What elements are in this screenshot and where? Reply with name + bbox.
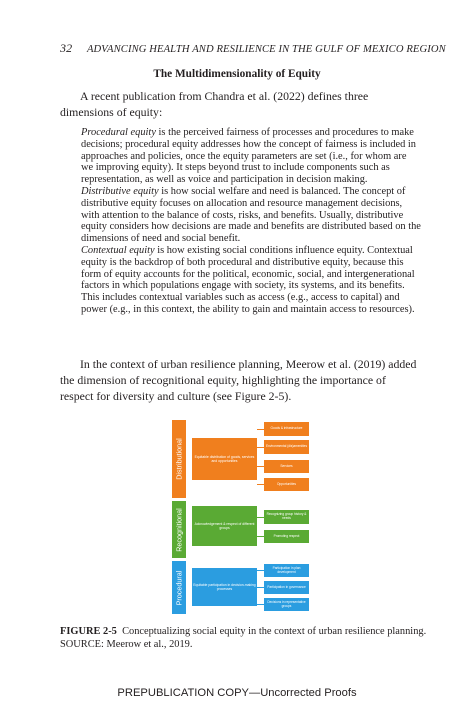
connector-line (257, 587, 264, 588)
definition-text: is how existing social conditions influence equity. Contextual equity is the backdrop of both procedural and distributive equity, because this form of equity accounts for the political, economic, social, and intergenerational factors in which populations engage with society, its systems, and its benefits. This includes contextual variables such as access (e.g., access to capital) and power (e.g., in this context, the ability to gain and maintain access to resources). (81, 244, 415, 315)
figure-source: SOURCE: Meerow et al., 2019. (60, 638, 193, 650)
definition-text: is the perceived fairness of processes and procedures to make decisions; procedural equity addresses how the concept of fairness is included in approaches and policies, once the equity parameters are set (i.e., for whom are we improving equity). It steps beyond trust to include components such as representation, as well as voice and participation in decision making. (81, 127, 417, 186)
connector-line (257, 429, 264, 430)
procedural-item-text: Participation in plan development (272, 565, 301, 574)
connector-line (257, 466, 264, 467)
definition-term: Procedural equity (81, 127, 156, 138)
procedural-item (264, 564, 309, 577)
intro-text: A recent publication from Chandra et al. (2022) defines three dimensions of equity: (60, 89, 369, 119)
distributional-item (264, 460, 309, 473)
procedural-label: Procedural (174, 570, 184, 605)
context-paragraph (60, 356, 420, 404)
connector-line (257, 604, 264, 605)
equity-figure (172, 420, 310, 614)
distributional-item (264, 440, 309, 454)
connector-line (257, 536, 264, 537)
page-footer: PREPUBLICATION COPY—Uncorrected Proofs (117, 687, 357, 699)
intro-paragraph (60, 88, 420, 120)
distributional-bar (172, 420, 186, 498)
connector-line (257, 570, 264, 571)
figure-caption (60, 626, 430, 651)
running-title: ADVANCING HEALTH AND RESILIENCE IN THE GULF OF MEXICO REGION (86, 44, 446, 55)
connector-line (257, 447, 264, 448)
recognitional-bar (172, 501, 186, 558)
procedural-item (264, 598, 309, 611)
connector-line (257, 484, 264, 485)
recognitional-item-text: Recognizing group history & needs (266, 512, 307, 520)
procedural-center-text: Equitable participation in decision-making processes (193, 583, 256, 591)
distributional-item-text: Opportunities (277, 481, 296, 486)
distributional-item-text: Goods & infrastructure (270, 426, 303, 431)
definition-text: is how social welfare and need is balanced. The concept of distributive equity focuses on allocation and resource management decisions, with attention to the balance of costs, risks, and benefits. Usually, distributive equity considers how decisions are made and benefits are distributed based on the dimensions of need and social benefit. (81, 185, 421, 245)
recognitional-item-text: Promoting respect (273, 533, 300, 538)
distributional-label: Distributional (174, 438, 184, 480)
distributional-item-text: Environmental (dis)amenities (265, 444, 308, 449)
recognitional-item (264, 530, 309, 543)
recognitional-center-text: Acknowledgement & respect of different groups (194, 522, 255, 530)
distributional-item-text: Services (280, 463, 293, 468)
procedural-item-text: Decisions in representative groups (267, 599, 306, 608)
procedural-bar (172, 561, 186, 614)
procedural-item (264, 581, 309, 594)
definition-term: Distributive equity (81, 185, 159, 197)
section-title: The Multidimensionality of Equity (153, 68, 321, 80)
definition-contextual (81, 245, 421, 316)
definitions-block (81, 127, 421, 316)
definition-distributive (81, 186, 421, 245)
distributional-center-text: Equitable distribution of goods, services and opportunities (194, 455, 255, 463)
distributional-item (264, 478, 309, 491)
procedural-item-text: Participation in governance (267, 584, 306, 589)
connector-line (257, 517, 264, 518)
definition-term: Contextual equity (81, 244, 155, 256)
procedural-center-box (192, 568, 257, 606)
context-text: In the context of urban resilience planning, Meerow et al. (2019) added the dimension of recognitional equity, highlighting the importance of respect for diversity and culture (see Figure 2-5). (60, 357, 417, 403)
recognitional-center-box (192, 506, 257, 546)
distributional-center-box (192, 438, 257, 480)
running-header (60, 41, 446, 56)
page-number: 32 (60, 41, 73, 55)
recognitional-label: Recognitional (174, 507, 184, 552)
definition-procedural (81, 127, 421, 186)
distributional-item (264, 422, 309, 436)
figure-label: FIGURE 2-5 (60, 626, 117, 637)
figure-caption-text: Conceptualizing social equity in the context of urban resilience planning. (122, 626, 427, 637)
recognitional-item (264, 510, 309, 524)
